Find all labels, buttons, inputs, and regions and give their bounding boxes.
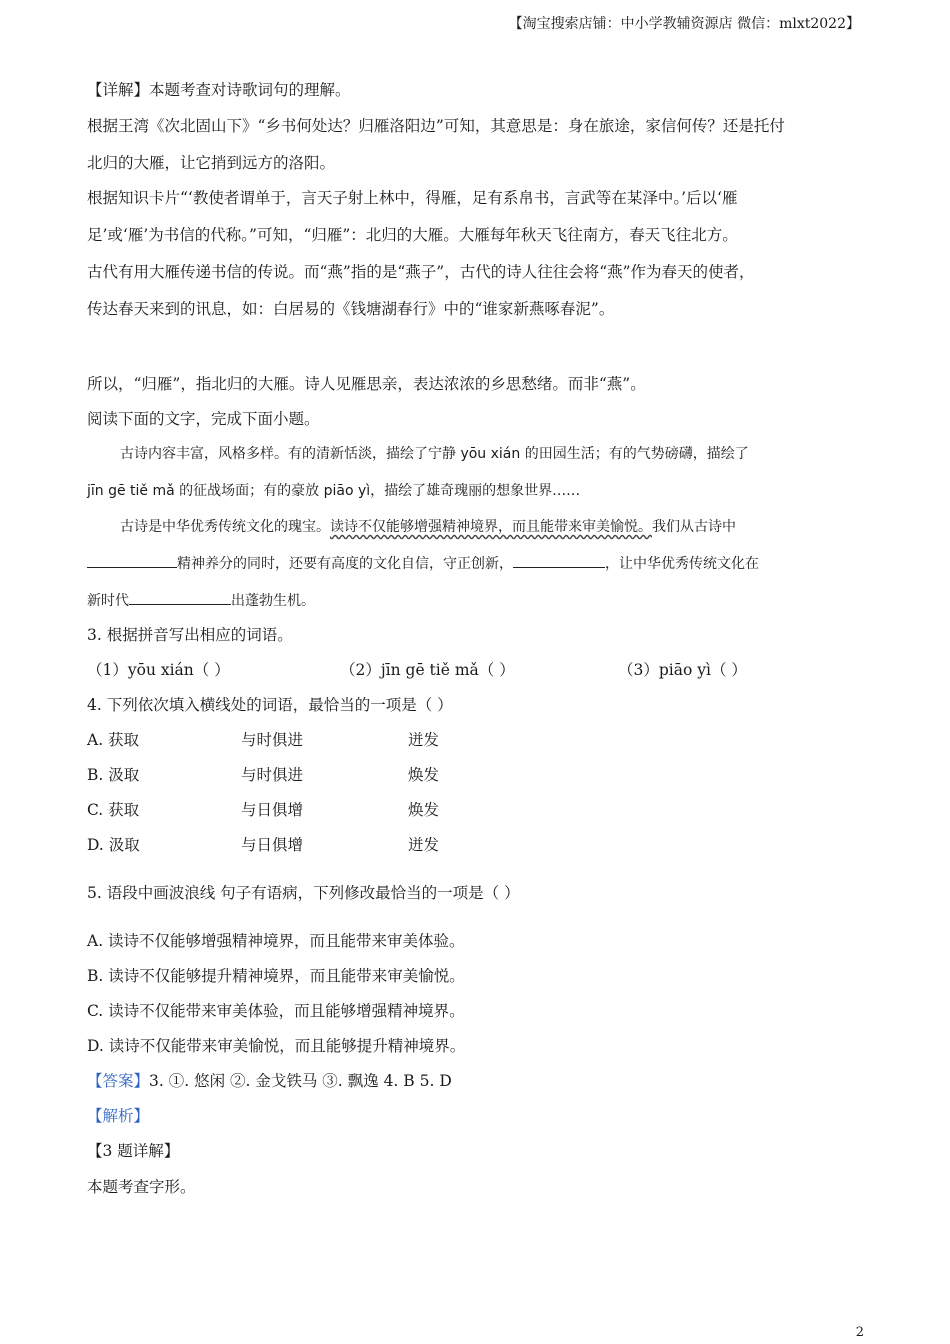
q4-option-b-word2: 与时俱进 (241, 766, 304, 784)
q5-option-c: C. 读诗不仅能带来审美体验，而且能够增强精神境界。 (87, 1002, 465, 1020)
detail-line-6: 传达春天来到的讯息，如：白居易的《钱塘湖春行》中的“谁家新燕啄春泥”。 (87, 300, 615, 318)
q4-option-b-word3: 焕发 (408, 766, 440, 784)
passage-p1-line1: 古诗内容丰富，风格多样。有的清新恬淡，描绘了宁静 yōu xián 的田园生活；有的气势磅礴，描绘了 (120, 446, 749, 462)
passage-text: 出蓬勃生机。 (231, 593, 315, 609)
detail-line-1: 根据王湾《次北固山下》“乡书何处达？归雁洛阳边”可知，其意思是：身在旅途，家信何传？还是托付 (87, 117, 785, 135)
detail-line-2: 北归的大雁，让它捎到远方的洛阳。 (87, 154, 336, 172)
detail-label: 【详解】本题考查对诗歌词句的理解。 (87, 81, 351, 99)
passage-text: 古诗是中华优秀传统文化的瑰宝。 (120, 519, 330, 535)
answer-label: 【答案】 (87, 1072, 150, 1090)
passage-text: 我们从古诗中 (652, 519, 736, 535)
passage-text: 精神养分的同时，还要有高度的文化自信，守正创新， (177, 556, 513, 572)
detail-line-5: 古代有用大雁传递书信的传说。而“燕”指的是“燕子”，古代的诗人往往会将“燕”作为春天的使者， (87, 263, 755, 281)
q5-option-b: B. 读诗不仅能够提升精神境界，而且能带来审美愉悦。 (87, 967, 465, 985)
passage-p2-line1 (120, 516, 736, 538)
passage-text: 新时代 (87, 593, 129, 609)
q4-option-c: C. 获取 (87, 801, 140, 819)
answer-text: 3. ①. 悠闲 ②. 金戈铁马 ③. 飘逸 4. B 5. D (149, 1072, 452, 1090)
q4-option-b: B. 汲取 (87, 766, 140, 784)
detail-line-3: 根据知识卡片“‘教使者谓单于，言天子射上林中，得雁，足有系帛书，言武等在某泽中。’后以‘雁 (87, 189, 738, 207)
wavy-sentence: 读诗不仅能够增强精神境界，而且能带来审美愉悦。 (330, 519, 652, 535)
q3-item-3: （3）piāo yì（ ） (618, 661, 747, 679)
q3-detail-label: 【3 题详解】 (87, 1142, 180, 1160)
q4-option-a: A. 获取 (87, 731, 140, 749)
answer-line (87, 1070, 452, 1092)
q3-title: 3. 根据拼音写出相应的词语。 (87, 626, 293, 644)
detail-conclusion: 所以，“归雁”，指北归的大雁。诗人见雁思亲，表达浓浓的乡思愁绪。而非“燕”。 (87, 375, 646, 393)
blank-2 (513, 553, 605, 568)
q3-detail-text: 本题考查字形。 (87, 1178, 196, 1196)
passage-p1-line2: jīn gē tiě mǎ 的征战场面；有的豪放 piāo yì，描绘了雄奇瑰丽的想象世界…… (87, 483, 581, 499)
page-header: 【淘宝搜索店铺：中小学教辅资源店 微信：mlxt2022】 (508, 16, 860, 32)
reading-intro: 阅读下面的文字，完成下面小题。 (87, 410, 320, 428)
q3-item-1: （1）yōu xián（ ） (87, 661, 230, 679)
passage-p2-line2 (87, 553, 759, 575)
q4-option-d-word3: 迸发 (408, 836, 440, 854)
q5-option-a: A. 读诗不仅能够增强精神境界，而且能带来审美体验。 (87, 932, 465, 950)
q4-option-c-word2: 与日俱增 (241, 801, 304, 819)
q4-option-c-word3: 焕发 (408, 801, 440, 819)
blank-1 (87, 553, 177, 568)
passage-text: ，让中华优秀传统文化在 (605, 556, 759, 572)
q4-title: 4. 下列依次填入横线处的词语，最恰当的一项是（ ） (87, 696, 453, 714)
q4-option-a-word3: 迸发 (408, 731, 440, 749)
q5-title: 5. 语段中画波浪线 句子有语病，下列修改最恰当的一项是（ ） (87, 884, 520, 902)
detail-line-4: 足’或‘雁’为书信的代称。”可知，“归雁”：北归的大雁。大雁每年秋天飞往南方，春天飞往北方。 (87, 226, 738, 244)
analysis-label: 【解析】 (87, 1107, 150, 1125)
passage-p2-line3 (87, 590, 315, 612)
blank-3 (129, 590, 231, 605)
q5-option-d: D. 读诗不仅能带来审美愉悦，而且能够提升精神境界。 (87, 1037, 466, 1055)
q4-option-d-word2: 与日俱增 (241, 836, 304, 854)
page-number: 2 (855, 1325, 864, 1340)
q3-item-2: （2）jīn gē tiě mǎ（ ） (340, 661, 515, 679)
q4-option-d: D. 汲取 (87, 836, 140, 854)
q4-option-a-word2: 与时俱进 (241, 731, 304, 749)
